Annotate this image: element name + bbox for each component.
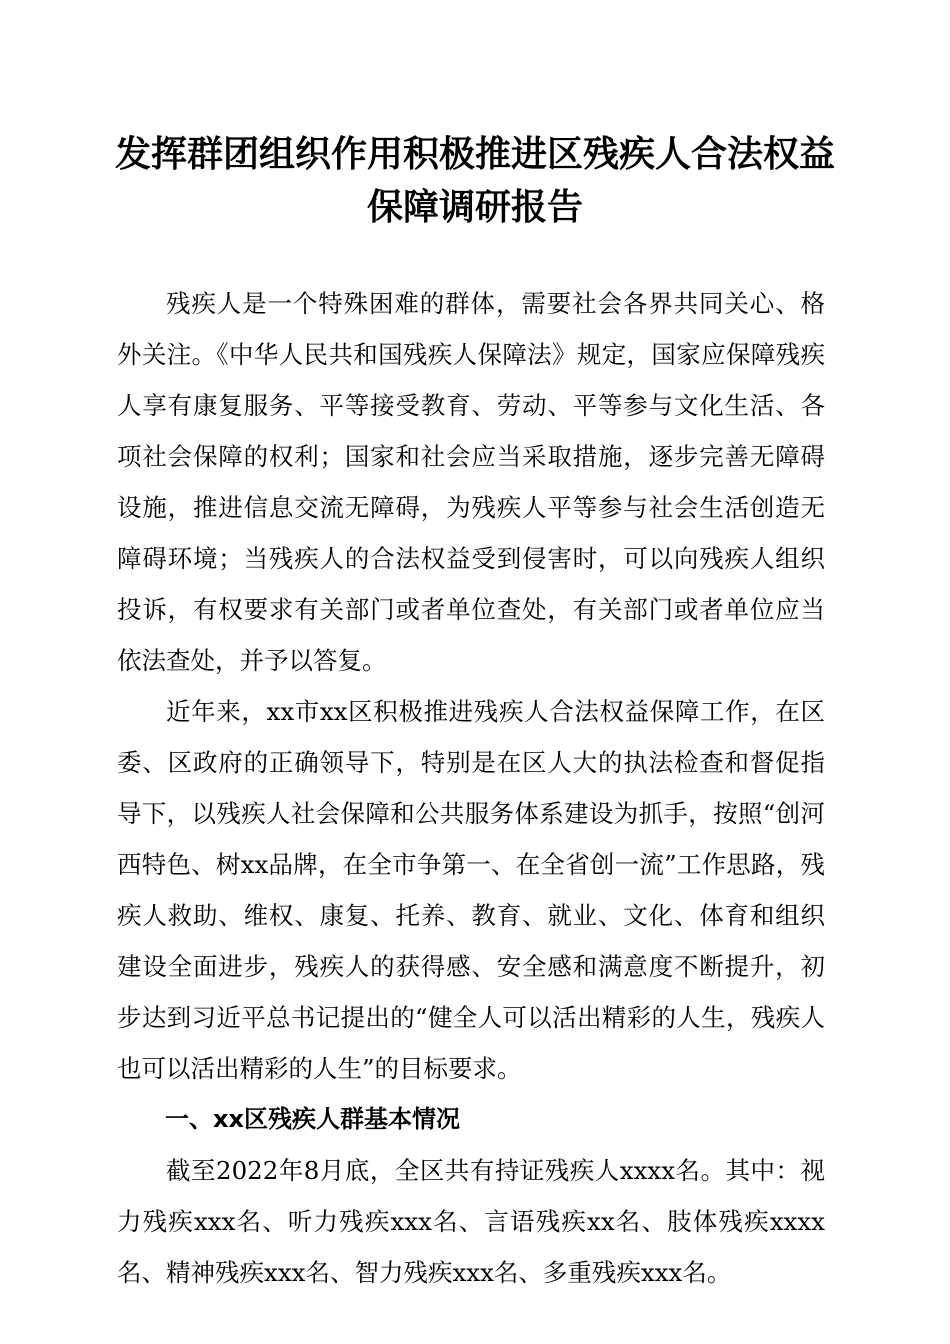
title-line-2: 保障调研报告: [366, 187, 583, 228]
document-body: [117, 278, 825, 1298]
document-title: [100, 128, 850, 234]
body-paragraph-2: 近年来，xx市xx区积极推进残疾人合法权益保障工作，在区委、区政府的正确领导下，特别是在区人大的执法检查和督促指导下，以残疾人社会保障和公共服务体系建设为抓手，按照“创河西特色、树xx品牌，在全市争第一、在全省创一流”工作思路，残疾人救助、维权、康复、托养、教育、就业、文化、体育和组织建设全面进步，残疾人的获得感、安全感和满意度不断提升，初步达到习近平总书记提出的“健全人可以活出精彩的人生，残疾人也可以活出精彩的人生”的目标要求。: [117, 697, 825, 1083]
body-paragraph-1: 残疾人是一个特殊困难的群体，需要社会各界共同关心、格外关注。《中华人民共和国残疾人保障法》规定，国家应保障残疾人享有康复服务、平等接受教育、劳动、平等参与文化生活、各项社会保障的权利；国家和社会应当采取措施，逐步完善无障碍设施，推进信息交流无障碍，为残疾人平等参与社会生活创造无障碍环境；当残疾人的合法权益受到侵害时，可以向残疾人组织投诉，有权要求有关部门或者单位查处，有关部门或者单位应当依法查处，并予以答复。: [117, 289, 825, 675]
section-paragraph: 截至2022年8月底，全区共有持证残疾人xxxx名。其中：视力残疾xxx名、听力残疾xxx名、言语残疾xx名、肢体残疾xxxx名、精神残疾xxx名、智力残疾xxx名、多重残疾xxx名。: [117, 1156, 825, 1287]
section-heading: 一、xx区残疾人群基本情况: [165, 1105, 460, 1133]
title-line-1: 发挥群团组织作用积极推进区残疾人合法权益: [114, 134, 835, 175]
